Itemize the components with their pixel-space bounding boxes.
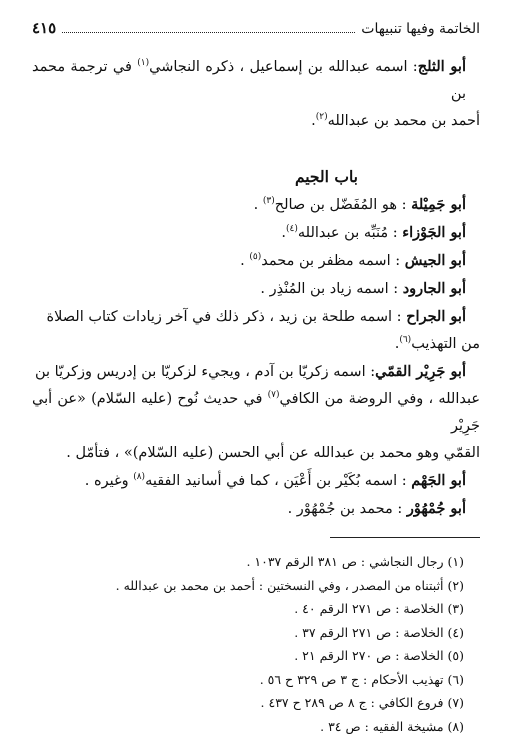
- entry-text: : هو المُفَضّل بن صالح: [275, 197, 411, 213]
- footnote-separator: [330, 537, 480, 538]
- entry-text: عبدالله ، وفي الروضة من الكافي: [280, 391, 480, 407]
- entry-abu-jamila: [32, 191, 480, 219]
- footnote: (٦) تهذيب الأحكام : ج ٣ ص ٣٢٩ ح ٥٦ .: [32, 668, 464, 692]
- entry-text: .: [311, 113, 316, 129]
- leader-dots: [62, 32, 355, 33]
- footnote-ref: (٣): [263, 196, 275, 206]
- footnote: (٤) الخلاصة : ص ٢٧١ الرقم ٣٧ .: [32, 621, 464, 645]
- entry-abu-al-jarrah: [32, 303, 480, 331]
- footnote: (٨) مشيخة الفقيه : ص ٣٤ .: [32, 715, 464, 738]
- entry-name: أبو الثلج: [418, 58, 466, 75]
- entry-text: .: [395, 336, 400, 352]
- entry-continuation: [32, 331, 480, 358]
- entry-text: : اسمه مظفر بن محمد: [261, 253, 404, 269]
- footnote-ref: (٥): [249, 252, 261, 262]
- footnote-ref: (٤): [286, 224, 298, 234]
- entry-continuation: [32, 108, 480, 135]
- entry-abu-jumhur: [32, 495, 480, 523]
- entry-name: أبو جَمِيْلة: [411, 196, 466, 213]
- entry-text: : محمد بن جُمْهُوْر .: [288, 501, 407, 517]
- entry-continuation: [32, 386, 480, 440]
- footnote-ref: (٢): [316, 112, 328, 122]
- entry-text: في ترجمة محمد بن: [32, 59, 466, 102]
- footnote: (٢) أثبتناه من المصدر ، وفي النسختين : أحمد بن محمد بن عبدالله .: [32, 574, 464, 598]
- entry-text: أحمد بن محمد بن عبدالله: [328, 113, 480, 129]
- entry-abu-al-jahm: [32, 467, 480, 495]
- entry-name: أبو الجَوْزاء: [402, 224, 466, 241]
- page-number: ٤١٥: [32, 18, 56, 38]
- entry-text: .: [281, 225, 286, 241]
- entry-text: .: [254, 197, 263, 213]
- entry-abu-al-jaysh: [32, 247, 480, 275]
- entry-text: من التهذيب: [411, 336, 480, 352]
- section-heading: باب الجيم: [32, 165, 480, 189]
- entry-abu-al-jarud: [32, 275, 480, 303]
- entry-name: أبو جَرِيْر القمّي: [375, 363, 466, 380]
- footnotes: [32, 550, 480, 738]
- entry-continuation: [32, 440, 480, 467]
- footnote: (٥) الخلاصة : ص ٢٧٠ الرقم ٢١ .: [32, 644, 464, 668]
- entry-name: أبو جُمْهُوْر: [407, 500, 466, 517]
- entry-text: القمّي وهو محمد بن عبدالله عن أبي الحسن (عليه السّلام)» ، فتأمّل .: [66, 445, 480, 461]
- entry-text: في حديث نُوح (عليه السّلام) «عن أبي جَرِيْر: [32, 391, 480, 434]
- entry-text: : اسمه زكريّا بن آدم ، ويجيء لزكريّا بن إدريس وزكريّا بن: [35, 364, 375, 380]
- footnote-ref: (٦): [399, 335, 411, 345]
- entry-text: : اسمه عبدالله بن إسماعيل ، ذكره النجاشي: [149, 59, 418, 75]
- entry-abu-al-thalj: [32, 53, 480, 108]
- footnote: (١) رجال النجاشي : ص ٣٨١ الرقم ١٠٣٧ .: [32, 550, 464, 574]
- entry-name: أبو الجَهْم: [411, 472, 466, 489]
- footnote-ref: (١): [137, 58, 149, 68]
- running-title: الخاتمة وفيها تنبيهات: [361, 19, 480, 39]
- entry-text: : اسمه بُكَيْر بن أَعْيَن ، كما في أسانيد الفقيه: [145, 473, 411, 489]
- main-text: [32, 53, 480, 523]
- entry-name: أبو الجراح: [406, 308, 466, 325]
- footnote: (٧) فروع الكافي : ج ٨ ص ٢٨٩ ح ٤٣٧ .: [32, 691, 464, 715]
- footnote-ref: (٧): [268, 390, 280, 400]
- entry-abu-jarir-al-qummi: [32, 358, 480, 386]
- entry-text: .: [260, 281, 269, 297]
- entry-name: أبو الجيش: [405, 252, 466, 269]
- footnote: (٣) الخلاصة : ص ٢٧١ الرقم ٤٠ .: [32, 597, 464, 621]
- entry-text: : اسمه زياد بن المُنْذِر: [270, 281, 403, 297]
- running-header: [32, 18, 480, 39]
- entry-abu-al-jawza: [32, 219, 480, 247]
- footnote-ref: (٨): [133, 472, 145, 482]
- entry-text: وغيره .: [85, 473, 133, 489]
- entry-name: أبو الجارود: [403, 280, 466, 297]
- entry-text: .: [240, 253, 249, 269]
- entry-text: : اسمه طلحة بن زيد ، ذكر ذلك في آخر زيادات كتاب الصلاة: [46, 309, 406, 325]
- entry-text: : مُنَبِّه بن عبدالله: [298, 225, 402, 241]
